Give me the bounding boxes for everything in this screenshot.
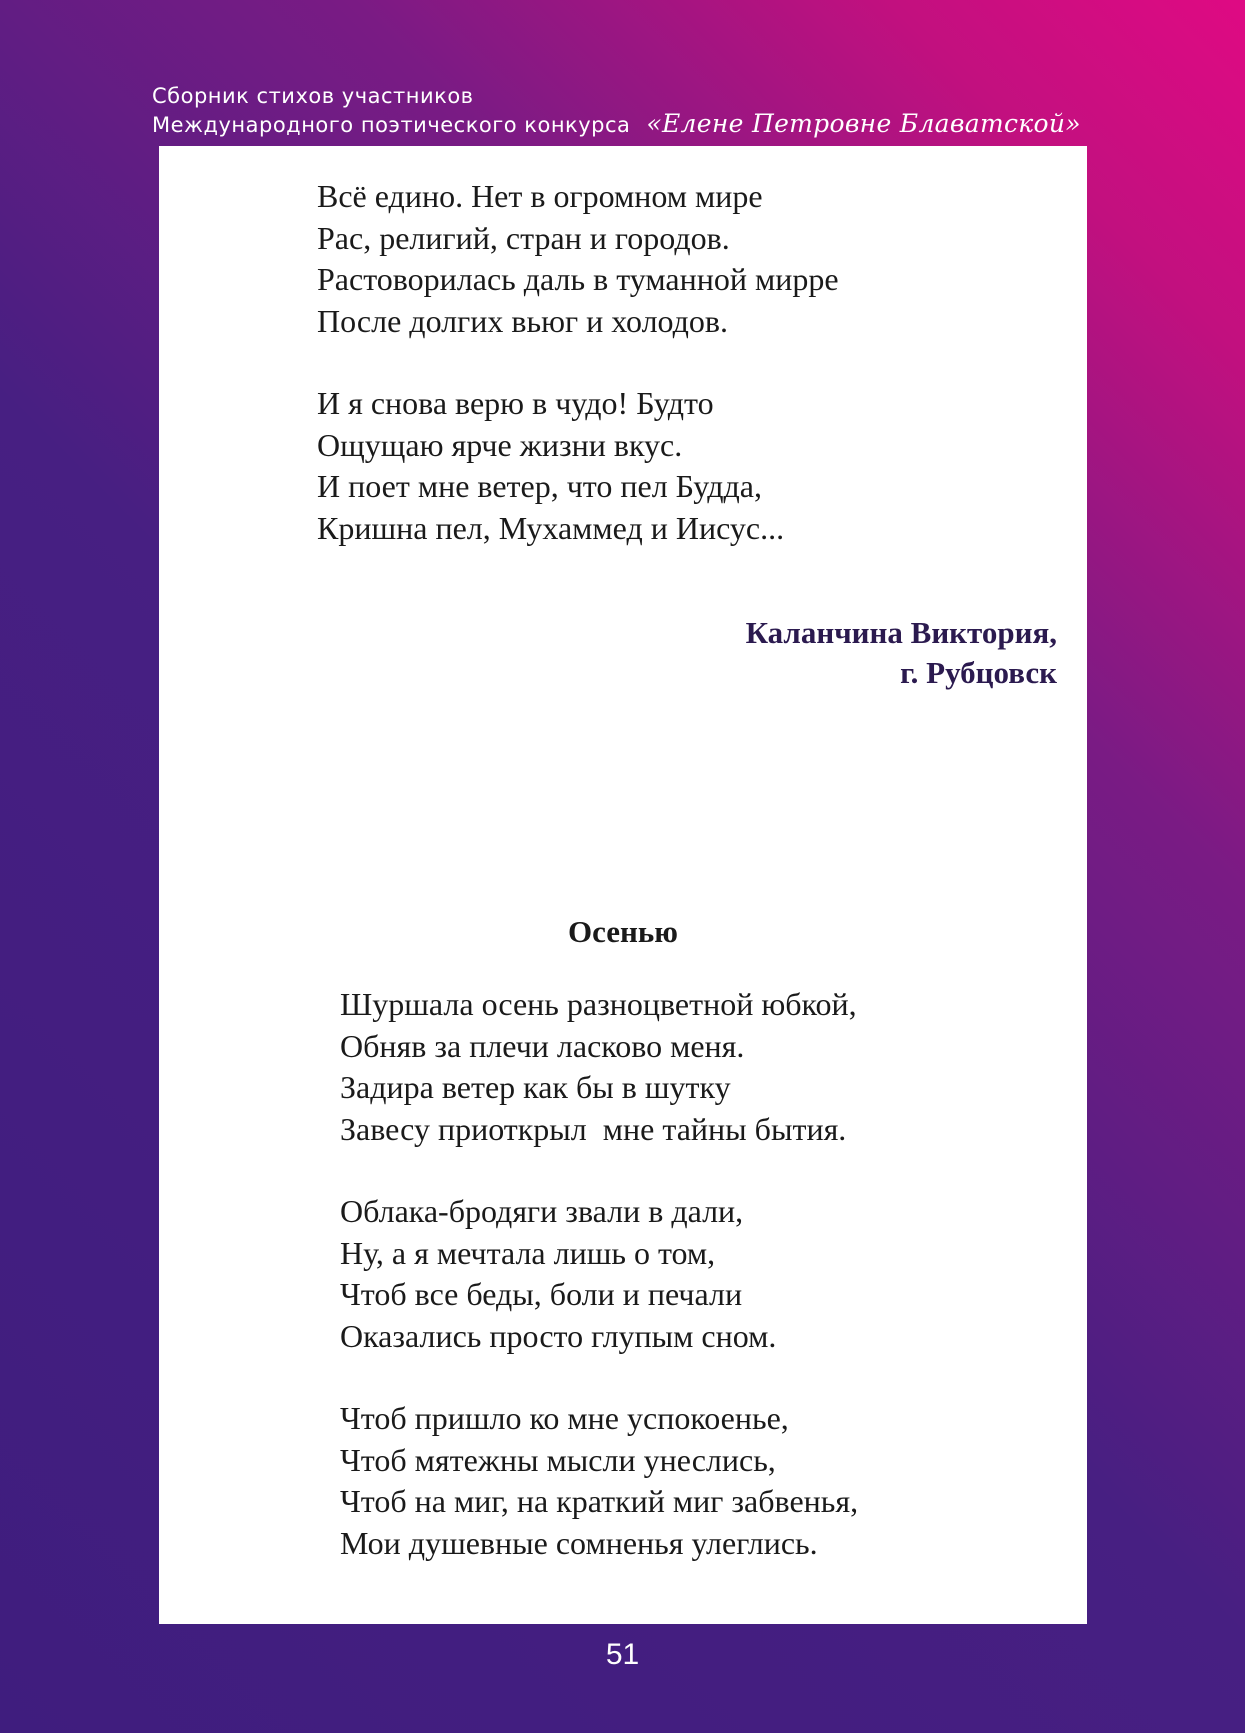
collection-header — [152, 82, 1092, 139]
header-line-2 — [152, 110, 1092, 139]
poem-title: Осенью — [568, 914, 678, 949]
author-signature — [746, 613, 1057, 693]
verse-line: Ну, а я мечтала лишь о том, — [340, 1234, 716, 1271]
verse-line: Растоворилась даль в туманной мирре — [317, 261, 839, 297]
author-city: г. Рубцовск — [900, 655, 1057, 690]
page-sheet — [159, 146, 1087, 1624]
verse-line: И я снова верю в чудо! Будто — [317, 385, 714, 421]
verse-line: Задира ветер как бы в шутку — [340, 1069, 731, 1105]
verse-line: Завесу приоткрыл мне тайны бытия. — [340, 1110, 847, 1147]
author-name: Каланчина Виктория, — [745, 615, 1057, 650]
verse-line: И поет мне ветер, что пел Будда, — [317, 468, 762, 504]
verse-line: Оказались просто глупым сном. — [340, 1317, 777, 1354]
verse-line: Чтоб на миг, на краткий миг забвенья, — [340, 1483, 859, 1519]
header-line-1: Сборник стихов участников — [152, 84, 474, 108]
verse-line: Ощущаю ярче жизни вкус. — [317, 426, 683, 463]
verse-line: Всё едино. Нет в огромном мире — [317, 178, 763, 214]
verse-line: Облака-бродяги звали в дали, — [340, 1193, 744, 1229]
verse-line: Обняв за плечи ласково меня. — [340, 1027, 745, 1064]
poem2-stanza-2 — [340, 1191, 776, 1357]
verse-line: Чтоб мятежны мысли унеслись, — [340, 1441, 776, 1478]
verse-line: Чтоб пришло ко мне успокоенье, — [340, 1400, 789, 1436]
verse-line: Кришна пел, Мухаммед и Иисус... — [317, 509, 785, 546]
verse-line: Чтоб все беды, боли и печали — [340, 1276, 743, 1312]
poem1-stanza-2 — [317, 383, 784, 549]
header-line-2-text: Международного поэтического конкурса — [152, 113, 631, 137]
verse-line: Шуршала осень разноцветной юбкой, — [340, 986, 857, 1022]
page-number: 51 — [605, 1638, 640, 1671]
poem2-stanza-1 — [340, 984, 857, 1150]
poem1-stanza-1 — [317, 176, 839, 342]
verse-line: После долгих вьюг и холодов. — [317, 302, 729, 339]
verse-line: Рас, религий, стран и городов. — [317, 219, 730, 256]
poem2-stanza-3 — [340, 1398, 858, 1564]
contest-name: «Елене Петровне Блаватской» — [646, 109, 1081, 138]
verse-line: Мои душевные сомненья улеглись. — [340, 1524, 818, 1561]
